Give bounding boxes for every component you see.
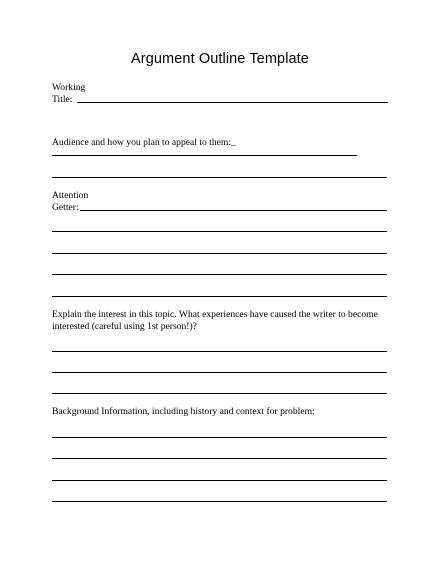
background-answer-line-1[interactable] bbox=[52, 437, 387, 438]
background-answer-line-4[interactable] bbox=[52, 501, 387, 502]
audience-answer-line-2[interactable] bbox=[52, 177, 387, 178]
attention-getter-answer-line-3[interactable] bbox=[52, 253, 387, 254]
interest-prompt-line2: interested (careful using 1st person!)? bbox=[52, 321, 197, 332]
background-answer-line-2[interactable] bbox=[52, 458, 387, 459]
interest-answer-line-2[interactable] bbox=[52, 372, 387, 373]
interest-answer-line-1[interactable] bbox=[52, 351, 387, 352]
audience-prompt: Audience and how you plan to appeal to them:_ bbox=[52, 137, 236, 148]
attention-getter-answer-line-1[interactable] bbox=[80, 210, 387, 211]
attention-getter-answer-line-4[interactable] bbox=[52, 274, 387, 275]
background-prompt: Background Information, including history and context for problem: bbox=[52, 406, 315, 417]
page-title: Argument Outline Template bbox=[131, 51, 309, 67]
attention-getter-label-line1: Attention bbox=[52, 190, 89, 201]
background-answer-line-3[interactable] bbox=[52, 480, 387, 481]
interest-prompt-line1: Explain the interest in this topic. What experiences have caused the writer to become bbox=[52, 309, 378, 320]
attention-getter-answer-line-5[interactable] bbox=[52, 296, 387, 297]
working-title-label-line2: Title: bbox=[52, 94, 73, 105]
attention-getter-answer-line-2[interactable] bbox=[52, 231, 387, 232]
attention-getter-label-line2: Getter: bbox=[52, 202, 79, 213]
interest-answer-line-3[interactable] bbox=[52, 393, 387, 394]
audience-answer-line-1[interactable] bbox=[52, 155, 357, 156]
working-title-label-line1: Working bbox=[52, 82, 86, 93]
working-title-answer-line[interactable] bbox=[77, 102, 388, 103]
